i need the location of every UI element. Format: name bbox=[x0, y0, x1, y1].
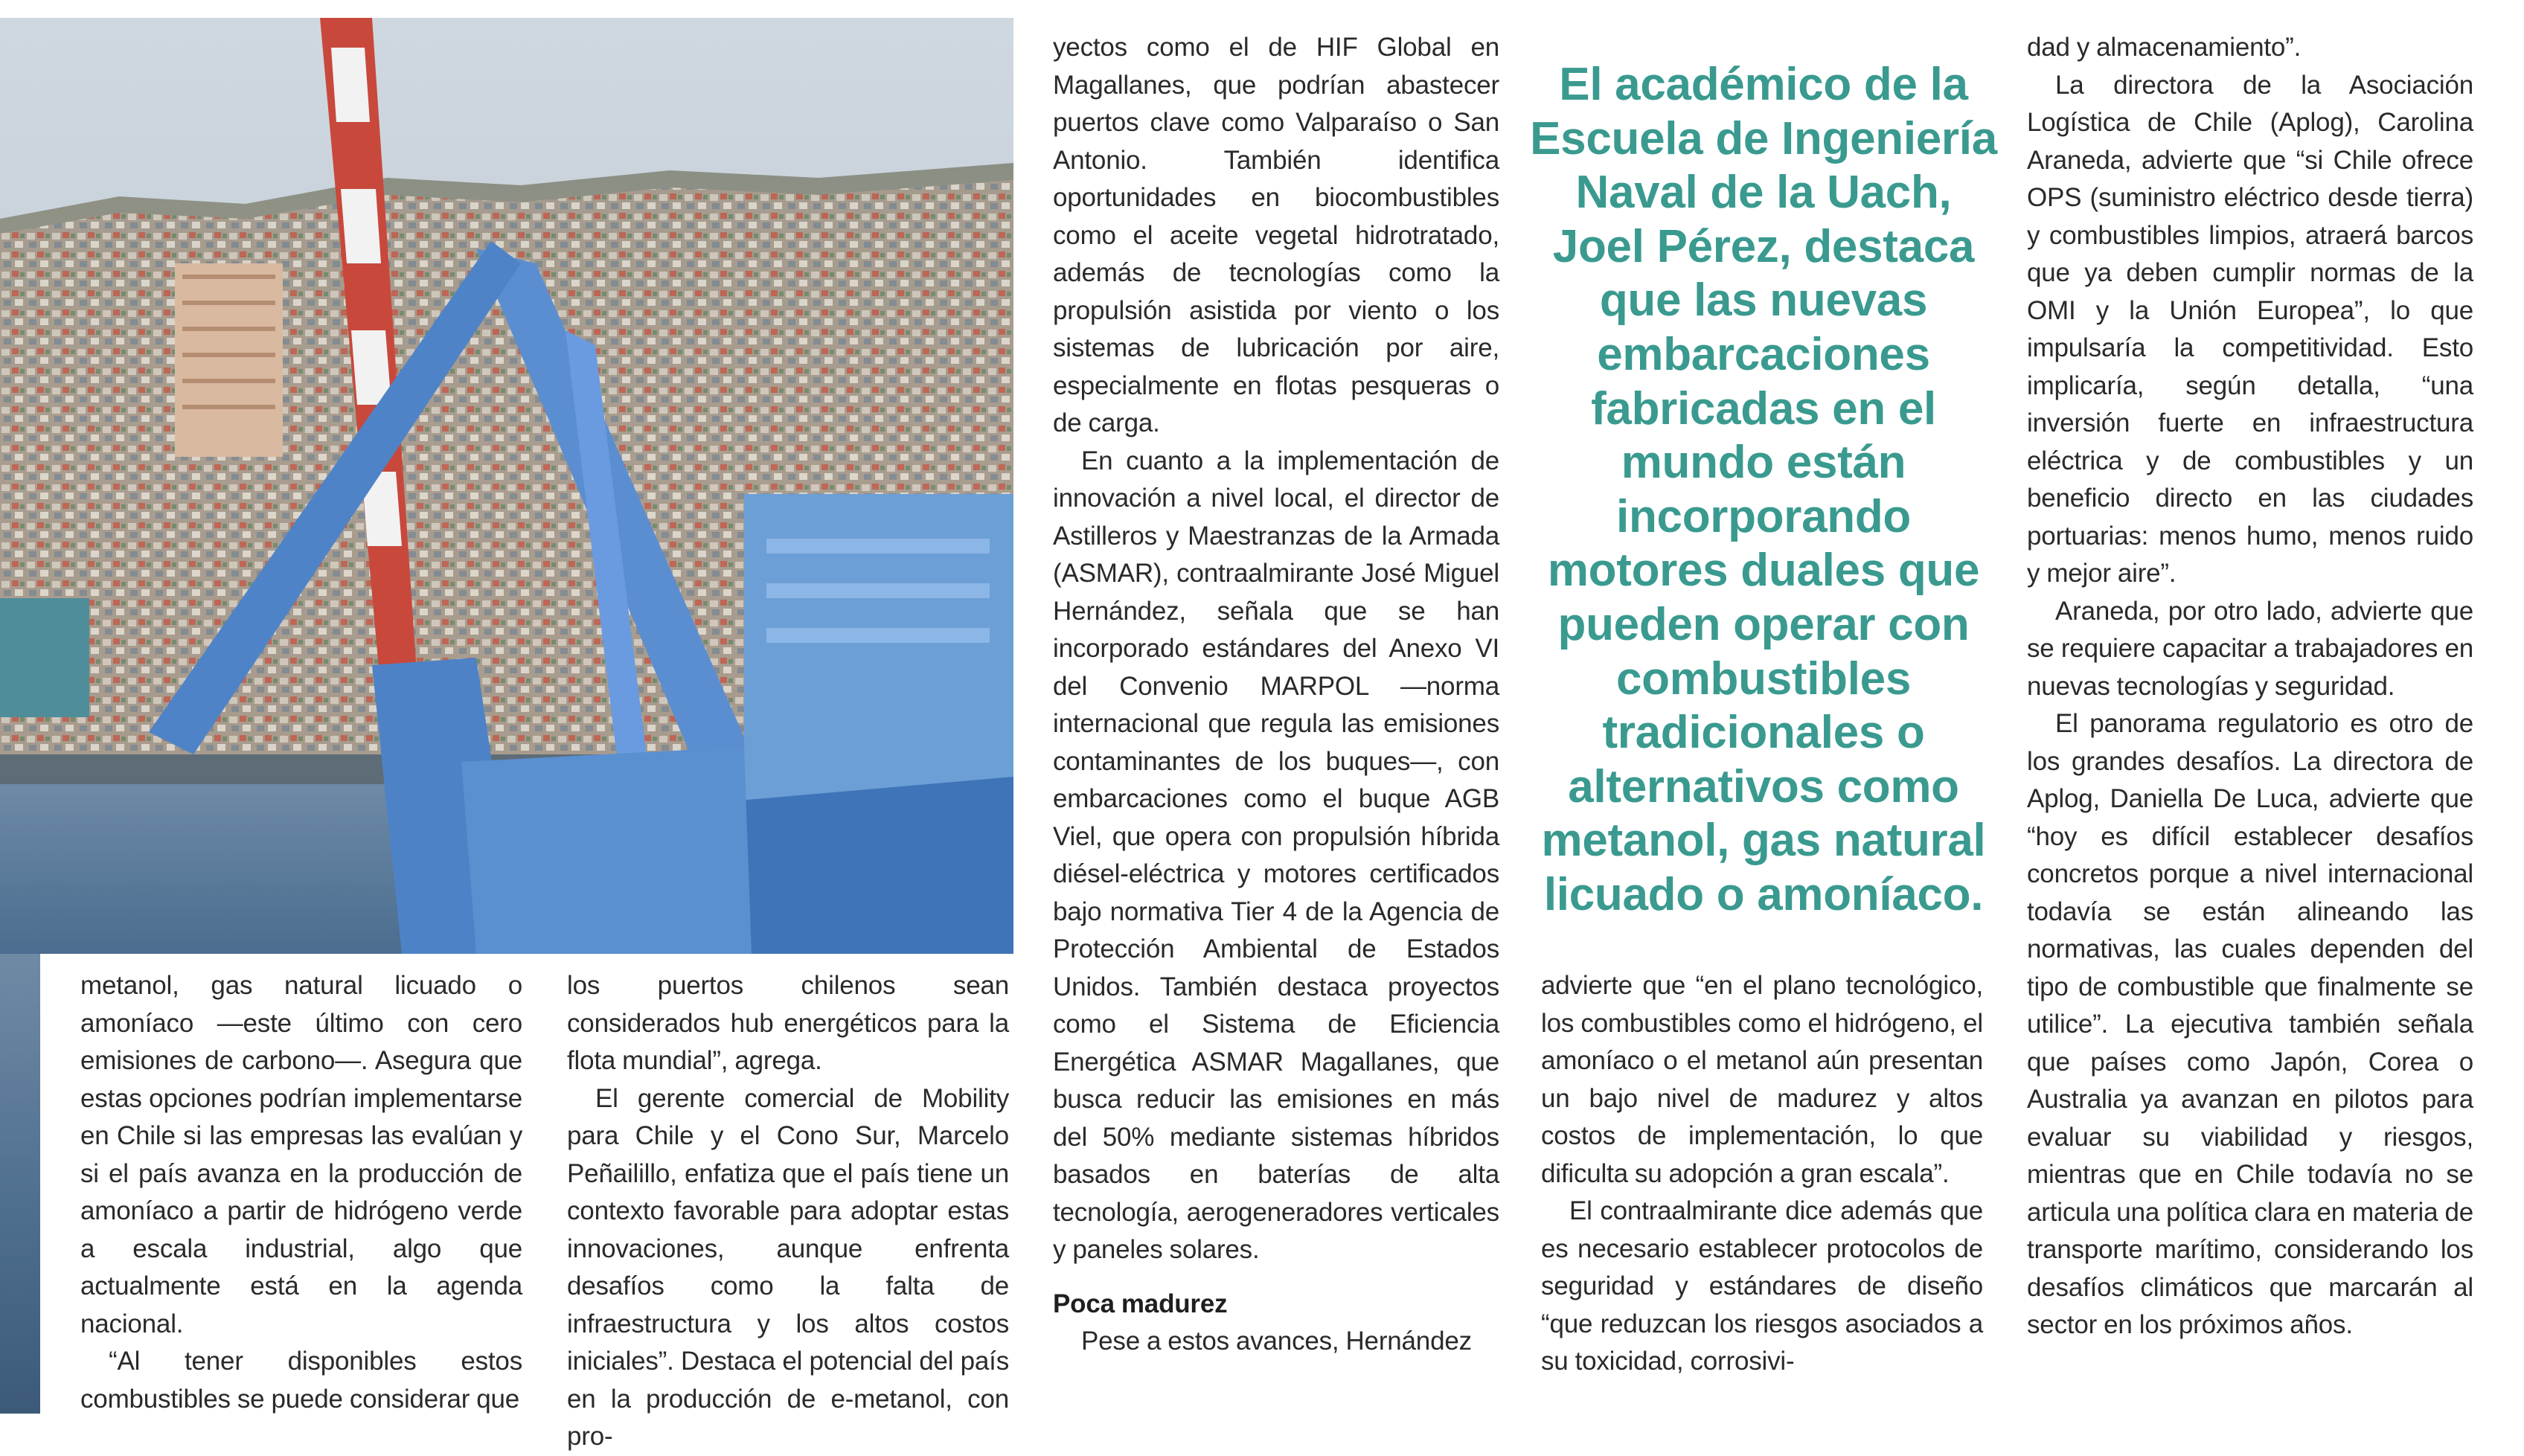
pull-quote: El académico de la Escuela de Ingeniería Naval de la Uach, Joel Pérez, destaca que las nuevas embarcaciones fabricadas en el mundo están incorporando motores duales que pueden operar con combustibles tradicionales o alternativos como metanol, gas natural licuado o amoníaco. bbox=[1530, 59, 1997, 920]
article-column-5 bbox=[2027, 29, 2473, 1344]
paragraph: Araneda, por otro lado, advierte que se requiere capacitar a trabajadores en nuevas tecnologías y seguridad. bbox=[2027, 596, 2473, 701]
paragraph: advierte que “en el plano tecnológico, los combustibles como el hidrógeno, el amoníaco o el metanol aún presentan un bajo nivel de madurez y altos costos de implementación, lo que dificulta su adopción a gran escala”. bbox=[1541, 971, 1983, 1188]
port-crane-photo bbox=[0, 18, 1013, 954]
article-column-4 bbox=[1541, 967, 1983, 1381]
article-column-1 bbox=[80, 967, 522, 1418]
paragraph: El gerente comercial de Mobility para Chile y el Cono Sur, Marcelo Peñailillo, enfatiza que el país tiene un contexto favorable para adoptar estas innovaciones, aunque enfrenta desafíos como la falta de infraestructura y los altos costos iniciales”. Destaca el potencial del país en la producción de e-metanol, con pro- bbox=[567, 1083, 1009, 1451]
paragraph: metanol, gas natural licuado o amoníaco —este último con cero emisiones de carbono—. Asegura que estas opciones podrían implementarse en Chile si las empresas las evalúan y si el país avanza en la producción de amoníaco a partir de hidrógeno verde a escala industrial, algo que actualmente está en la agenda nacional. bbox=[80, 971, 522, 1338]
paragraph: El panorama regulatorio es otro de los grandes desafíos. La directora de Aplog, Daniella De Luca, advierte que “hoy es difícil establecer desafíos concretos porque a nivel internacional todavía se están alineando las normativas, las cuales dependen del tipo de combustible que finalmente se utilice”. La ejecutiva también señala que países como Japón, Corea o Australia ya avanzan en pilotos para evaluar su viabilidad y riesgos, mientras que en Chile todavía no se articula una política clara en materia de transporte marítimo, considerando los desafíos climáticos que marcarán al sector en los próximos años. bbox=[2027, 709, 2473, 1339]
paragraph: El contraalmirante dice además que es necesario establecer protocolos de seguridad y estándares de diseño “que reduzcan los riesgos asociados a su toxicidad, corrosivi- bbox=[1541, 1196, 1983, 1376]
section-subhead: Poca madurez bbox=[1053, 1289, 1228, 1318]
photo-edge-strip bbox=[0, 954, 40, 1414]
article-column-2 bbox=[567, 967, 1009, 1456]
article-column-3 bbox=[1053, 29, 1499, 1361]
paragraph: Pese a estos avances, Hernández bbox=[1081, 1327, 1472, 1356]
paragraph: los puertos chilenos sean considerados hub energéticos para la flota mundial”, agrega. bbox=[567, 971, 1009, 1075]
paragraph: yectos como el de HIF Global en Magallanes, que podrían abastecer puertos clave como Valparaíso o San Antonio. También identifica oportunidades en biocombustibles como el aceite vegetal hidrotratado, además de tecnologías como la propulsión asistida por viento o los sistemas de lubricación por aire, especialmente en flotas pesqueras o de carga. bbox=[1053, 33, 1499, 437]
paragraph: La directora de la Asociación Logística de Chile (Aplog), Carolina Araneda, advierte que “si Chile ofrece OPS (suministro eléctrico desde tierra) y combustibles limpios, atraerá barcos que ya deben cumplir normas de la OMI y la Unión Europea”, lo que impulsaría la competitividad. Esto implicaría, según detalla, “una inversión fuerte en infraestructura eléctrica y de combustibles y un beneficio directo en las ciudades portuarias: menos humo, menos ruido y mejor aire”. bbox=[2027, 70, 2473, 588]
paragraph: dad y almacenamiento”. bbox=[2027, 33, 2302, 62]
paragraph: “Al tener disponibles estos combustibles se puede considerar que bbox=[80, 1347, 522, 1414]
paragraph: En cuanto a la implementación de innovación a nivel local, el director de Astilleros y Maestranzas de la Armada (ASMAR), contraalmirante José Miguel Hernández, señala que se han incorporado estándares del Anexo VI del Convenio MARPOL —norma internacional que regula las emisiones contaminantes de los buques—, con embarcaciones como el buque AGB Viel, que opera con propulsión híbrida diésel-eléctrica y motores certificados bajo normativa Tier 4 de la Agencia de Protección Ambiental de Estados Unidos. También destaca proyectos como el Sistema de Eficiencia Energética ASMAR Magallanes, que busca reducir las emisiones en más del 50% mediante sistemas híbridos basados en baterías de alta tecnología, aerogeneradores verticales y paneles solares. bbox=[1053, 446, 1499, 1264]
port-crane-photo-icon bbox=[0, 18, 1013, 954]
